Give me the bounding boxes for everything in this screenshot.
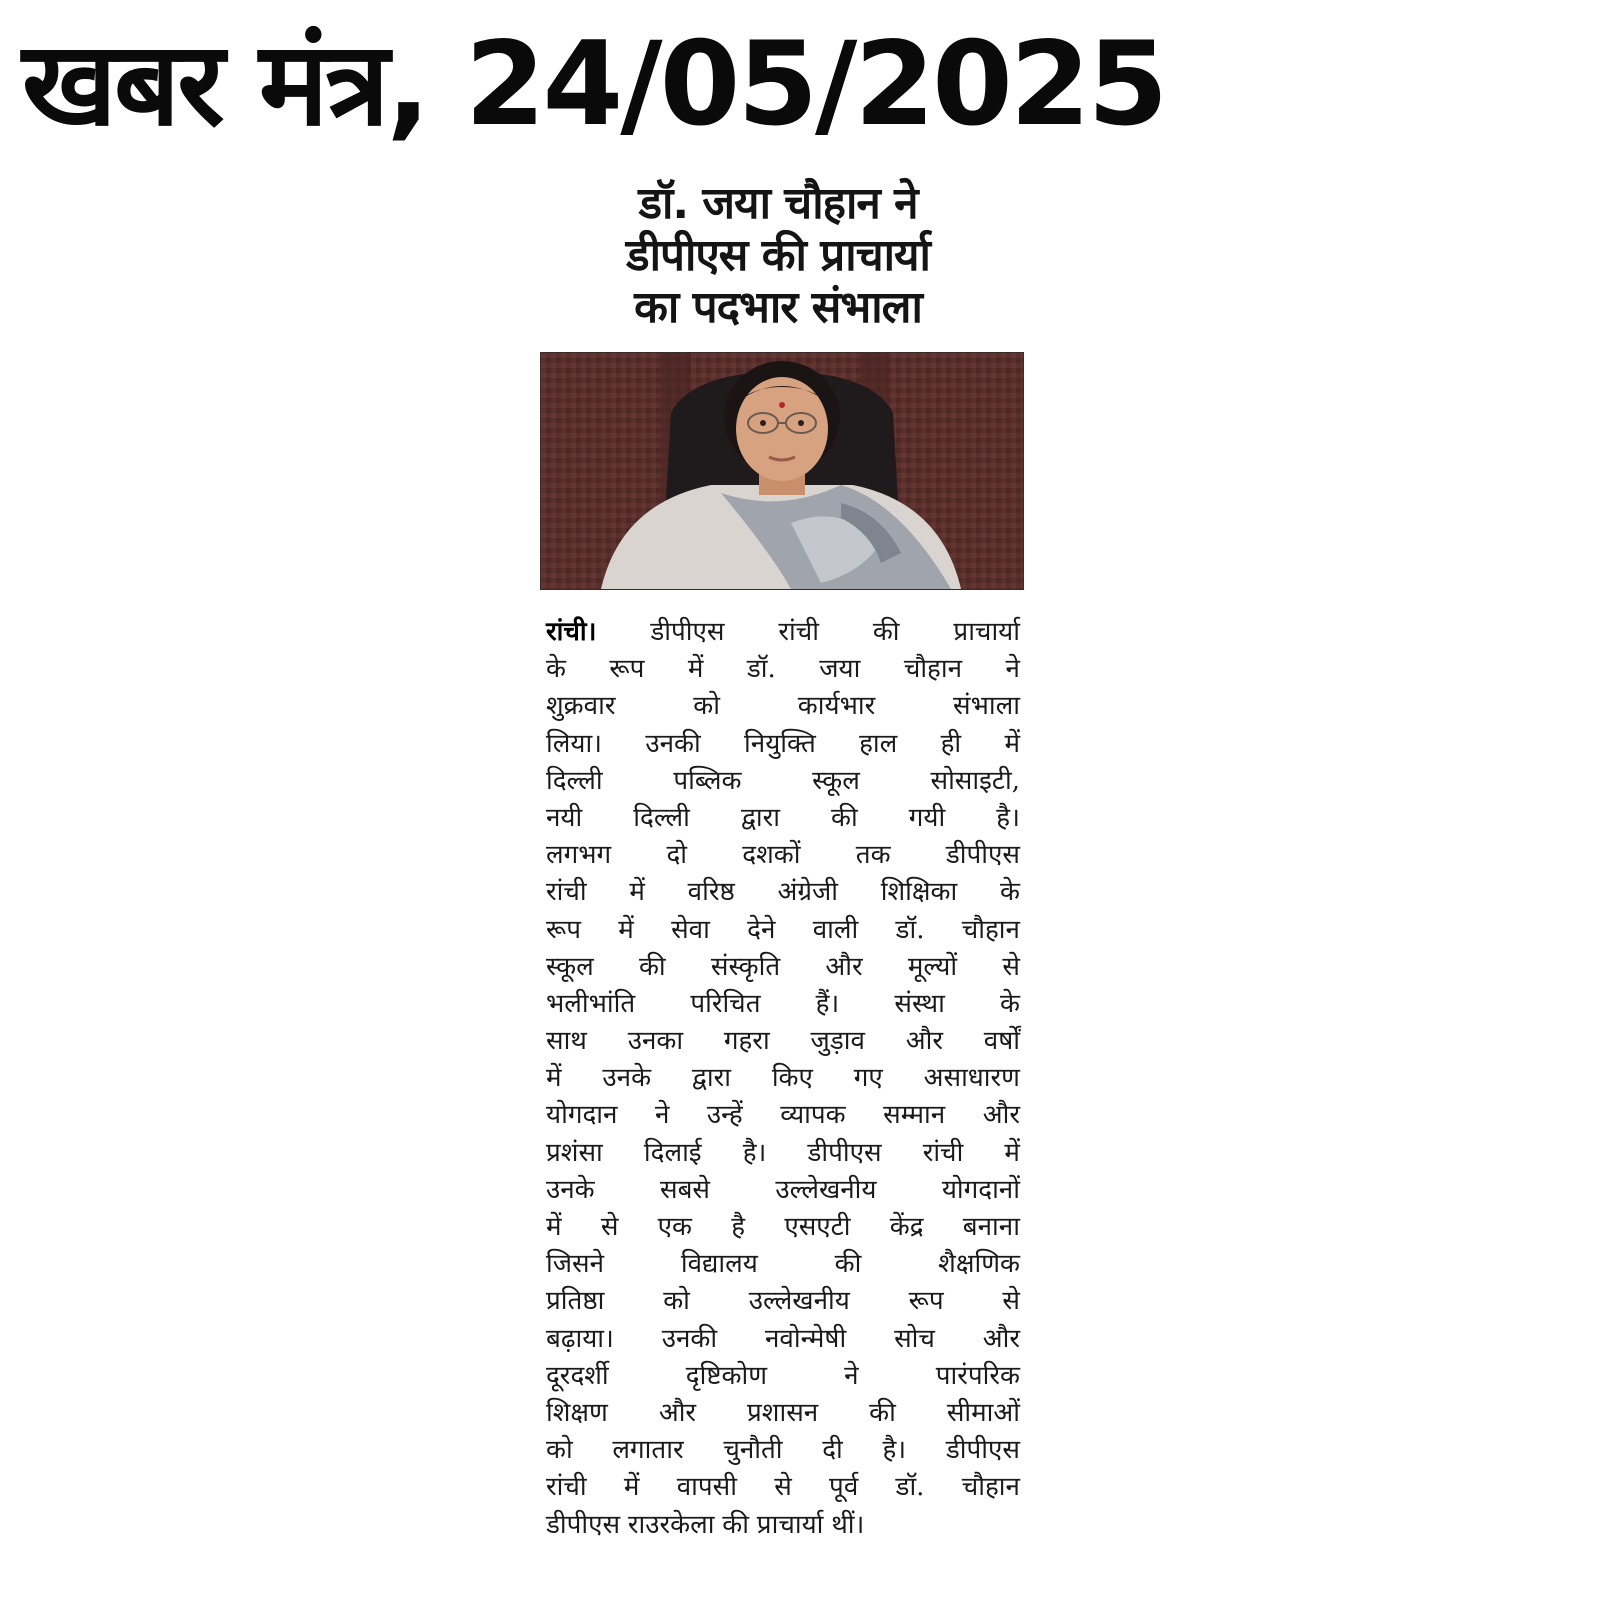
- article-word: रूप: [609, 654, 645, 685]
- article-word: में: [546, 1063, 562, 1094]
- article-word: की: [834, 1249, 862, 1280]
- portrait-photo: [540, 352, 1024, 590]
- article-line: [546, 1469, 1020, 1506]
- article-word: चौहान: [961, 1472, 1020, 1503]
- article-word: की: [869, 1397, 896, 1428]
- article-word: से: [1002, 951, 1020, 982]
- article-word: जिसने: [546, 1249, 605, 1280]
- article-line: [546, 1023, 1020, 1060]
- article-word: वापसी: [676, 1472, 737, 1503]
- article-line: [546, 1209, 1020, 1246]
- article-word: के: [999, 877, 1020, 908]
- article-word: दृष्टिकोण: [685, 1360, 768, 1391]
- article-word: है।: [996, 802, 1020, 833]
- article-word: हाल: [859, 728, 898, 759]
- article-word: चौहान: [903, 654, 963, 685]
- article-word: डॉ.: [895, 1472, 925, 1503]
- article-word: प्राचार्या: [756, 1509, 824, 1540]
- article-word: विद्यालय: [680, 1249, 758, 1280]
- article-word: को: [546, 1435, 573, 1466]
- article-word: उनकी: [645, 728, 701, 759]
- article-dateline: रांची।: [546, 617, 597, 647]
- article-word: शुक्रवार: [546, 691, 616, 722]
- article-word: है।: [742, 1137, 767, 1168]
- article-word: डीपीएस: [945, 1435, 1020, 1466]
- article-line: [546, 1246, 1020, 1283]
- article-word: की: [872, 617, 900, 647]
- article-word: भलीभांति: [546, 988, 636, 1019]
- article-word: डॉ.: [746, 654, 776, 685]
- article-word: को: [663, 1286, 690, 1317]
- article-word: ही: [940, 728, 962, 759]
- masthead-date: 24/05/2025: [464, 17, 1166, 152]
- article-word: प्रतिष्ठा: [546, 1286, 605, 1317]
- article-line: [546, 1432, 1020, 1469]
- article-line: [546, 837, 1020, 874]
- article-word: उल्लेखनीय: [775, 1174, 877, 1205]
- article-word: जुड़ाव: [810, 1026, 865, 1057]
- article-word: पब्लिक: [673, 765, 742, 796]
- article-word: उनके: [546, 1174, 595, 1205]
- article-word: तक: [855, 840, 891, 871]
- article-line: [546, 874, 1020, 911]
- article-line: [546, 1283, 1020, 1320]
- article-word: लिया।: [546, 728, 603, 759]
- article-word: रांची: [546, 1472, 587, 1503]
- article-line: [546, 1358, 1020, 1395]
- article-word: में: [629, 877, 645, 908]
- article-word: सेवा: [671, 914, 710, 945]
- article-word: वर्षों: [983, 1026, 1020, 1057]
- article-line: [546, 614, 1020, 651]
- headline: [536, 178, 1020, 334]
- article-word: रांची: [546, 877, 587, 908]
- article-word: के: [546, 654, 566, 685]
- article-line: [546, 726, 1020, 763]
- article-line: [546, 986, 1020, 1023]
- article-word: की: [831, 802, 858, 833]
- article-word: को: [693, 691, 720, 722]
- article-body: [546, 614, 1020, 1544]
- article-word: प्रशासन: [747, 1397, 819, 1428]
- article-line: [546, 1060, 1020, 1097]
- article-word: वरिष्ठ: [687, 877, 735, 908]
- article-word: सम्मान: [883, 1100, 946, 1131]
- article-word: उनका: [627, 1026, 684, 1057]
- article-word: गयी: [908, 802, 946, 833]
- article-word: प्राचार्या: [953, 617, 1020, 647]
- article-word: राउरकेला: [627, 1509, 715, 1540]
- article-word: की: [638, 951, 666, 982]
- article-line: [546, 651, 1020, 688]
- article-word: ने: [1005, 654, 1020, 685]
- article-word: डीपीएस: [650, 617, 725, 647]
- article-word: थीं।: [831, 1509, 865, 1540]
- article-word: उनकी: [661, 1323, 718, 1354]
- masthead-title: खबर मंत्र,: [22, 17, 428, 152]
- article-word: सबसे: [660, 1174, 710, 1205]
- article-word: सोच: [894, 1323, 935, 1354]
- article-word: दो: [666, 840, 688, 871]
- headline-line-1: डॉ. जया चौहान ने: [638, 178, 918, 229]
- article-word: योगदानों: [941, 1174, 1020, 1205]
- article-line: [546, 1097, 1020, 1134]
- masthead: [22, 10, 1582, 160]
- article-word: जया: [819, 654, 861, 685]
- article-line: [546, 1135, 1020, 1172]
- article-word: चौहान: [961, 914, 1020, 945]
- article-word: असाधारण: [923, 1063, 1020, 1094]
- portrait-photo-icon: [541, 353, 1023, 589]
- article-word: और: [825, 951, 863, 982]
- article-word: और: [905, 1026, 943, 1057]
- article-word: योगदान: [546, 1100, 618, 1131]
- article-word: स्कूल: [546, 951, 594, 982]
- article-line: [546, 800, 1020, 837]
- article-word: कार्यभार: [797, 691, 876, 722]
- article-word: रूप: [908, 1286, 944, 1317]
- article-word: गए: [853, 1063, 883, 1094]
- article-word: चुनौती: [723, 1435, 783, 1466]
- article-word: से: [1002, 1286, 1020, 1317]
- article-word: है: [731, 1212, 746, 1242]
- headline-line-2: डीपीएस की प्राचार्या: [626, 230, 930, 281]
- article-word: संभाला: [953, 691, 1020, 722]
- article-word: प्रशंसा: [546, 1137, 603, 1168]
- article-word: दिलाई: [643, 1137, 702, 1168]
- article-line: [546, 1321, 1020, 1358]
- article-word: दिल्ली: [633, 802, 690, 833]
- article-line: [546, 1507, 1020, 1544]
- article-word: व्यापक: [780, 1100, 846, 1131]
- article-line: [546, 949, 1020, 986]
- article-word: ने: [844, 1360, 859, 1391]
- article-word: ने: [654, 1100, 670, 1131]
- article-word: से: [600, 1212, 619, 1242]
- article-word: लगातार: [612, 1435, 684, 1466]
- article-word: उनके: [602, 1063, 652, 1094]
- article-word: डीपीएस: [945, 840, 1020, 871]
- article-word: रूप: [546, 914, 581, 945]
- article-word: साथ: [546, 1026, 587, 1057]
- article-word: हैं।: [815, 988, 840, 1019]
- article-line: [546, 688, 1020, 725]
- article-word: परिचित: [690, 988, 761, 1019]
- article-word: उन्हें: [706, 1100, 743, 1131]
- article-word: मूल्यों: [907, 951, 958, 982]
- article-word: दी: [822, 1435, 843, 1466]
- article-word: में: [546, 1212, 562, 1242]
- article-word: डीपीएस: [807, 1137, 882, 1168]
- article-word: सीमाओं: [946, 1397, 1020, 1428]
- article-word: में: [623, 1472, 640, 1503]
- article-word: अंग्रेजी: [777, 877, 839, 908]
- article-word: दिल्ली: [546, 765, 603, 796]
- article-word: में: [618, 914, 634, 945]
- article-word: शैक्षणिक: [938, 1249, 1020, 1280]
- article-word: के: [1000, 988, 1020, 1019]
- headline-line-3: का पदभार संभाला: [634, 282, 922, 333]
- article-word: देने: [747, 914, 776, 945]
- article-word: बनाना: [962, 1212, 1020, 1242]
- article-word: पूर्व: [829, 1472, 859, 1503]
- article-word: उल्लेखनीय: [748, 1286, 850, 1317]
- article-word: दशकों: [742, 840, 801, 871]
- article-word: और: [658, 1397, 697, 1428]
- article-word: और: [982, 1323, 1020, 1354]
- article-word: लगभग: [546, 840, 612, 871]
- article-word: द्वारा: [691, 1063, 731, 1094]
- article-word: गहरा: [723, 1026, 770, 1057]
- article-word: वाली: [812, 914, 859, 945]
- article-word: से: [774, 1472, 792, 1503]
- article-word: स्कूल: [812, 765, 860, 796]
- article-word: केंद्र: [889, 1212, 924, 1242]
- article-word: में: [1004, 1137, 1020, 1168]
- article-word: डीपीएस: [546, 1509, 621, 1540]
- article-word: द्वारा: [740, 802, 781, 833]
- article-line: [546, 763, 1020, 800]
- article-word: सोसाइटी,: [930, 765, 1020, 796]
- article-word: में: [1004, 728, 1020, 759]
- article-line: [546, 912, 1020, 949]
- article-word: शिक्षण: [546, 1397, 608, 1428]
- article-line: [546, 1395, 1020, 1432]
- article-word: दूरदर्शी: [546, 1360, 609, 1391]
- article-word: संस्था: [894, 988, 945, 1019]
- article-word: नियुक्ति: [744, 728, 816, 759]
- article-word: एक: [657, 1212, 692, 1242]
- article-word: रांची: [922, 1137, 964, 1168]
- article-word: और: [982, 1100, 1020, 1131]
- article-word: संस्कृति: [710, 951, 781, 982]
- article-word: किए: [771, 1063, 813, 1094]
- article-word: नवोन्मेषी: [765, 1323, 847, 1354]
- article-word: शिक्षिका: [880, 877, 958, 908]
- article-word: है।: [882, 1435, 907, 1466]
- article-word: रांची: [778, 617, 819, 647]
- article-word: की: [722, 1509, 749, 1540]
- article-word: डॉ.: [895, 914, 925, 945]
- article-line: [546, 1172, 1020, 1209]
- article-word: पारंपरिक: [935, 1360, 1020, 1391]
- article-word: बढ़ाया।: [546, 1323, 614, 1354]
- article-word: नयी: [546, 802, 583, 833]
- article-word: एसएटी: [784, 1212, 851, 1242]
- article-word: में: [687, 654, 704, 685]
